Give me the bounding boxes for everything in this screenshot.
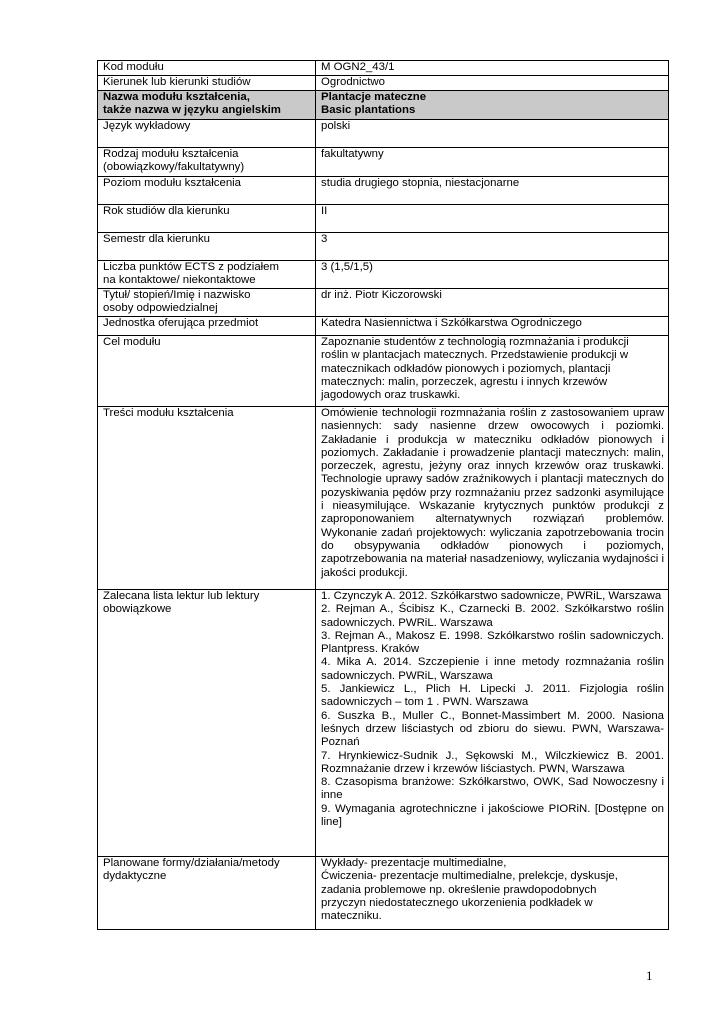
- page-number: 1: [646, 968, 653, 983]
- label-kod: Kod modułu: [98, 61, 316, 76]
- value-rodzaj: fakultatywny: [316, 148, 669, 177]
- reading-item: 3. Rejman A., Makosz E. 1998. Szkółkarstwo roślin sadowniczych. Plantpress. Kraków: [321, 629, 664, 656]
- reading-item: 7. Hrynkiewicz-Sudnik J., Sękowski M., Wilczkiewicz B. 2001. Rozmnażanie drzew i krzewów liściastych. PWN, Warszawa: [321, 749, 664, 775]
- label-nazwa-line-2: także nazwa w języku angielskim: [103, 104, 281, 117]
- row-jezyk: [98, 120, 669, 148]
- label-formy-line-1: Planowane formy/działania/metody: [103, 857, 280, 869]
- row-cel: [98, 336, 669, 407]
- label-nazwa: [98, 91, 316, 120]
- label-formy: [98, 857, 316, 930]
- row-semestr: [98, 233, 669, 261]
- label-rodzaj-line-2: (obowiązkowy/fakultatywny): [103, 161, 245, 174]
- cel-line-2: roślin w plantacjach matecznych. Przedstawienie produkcji w: [321, 349, 629, 362]
- row-tresci: [98, 407, 669, 590]
- label-rodzaj: [98, 148, 316, 177]
- row-ects: [98, 261, 669, 289]
- module-spec-table: [97, 60, 669, 930]
- label-rodzaj-line-1: Rodzaj modułu kształcenia: [103, 148, 239, 160]
- value-rok: II: [316, 205, 669, 233]
- label-ects: [98, 261, 316, 289]
- value-tytul: dr inż. Piotr Kiczorowski: [316, 289, 669, 317]
- module-name-pl: Plantacje mateczne: [321, 91, 427, 103]
- label-tytul-line-1: Tytuł/ stopień/Imię i nazwisko: [103, 289, 251, 301]
- value-formy: [316, 857, 669, 930]
- row-kierunek: [98, 76, 669, 91]
- label-rok: Rok studiów dla kierunku: [98, 205, 316, 233]
- row-rodzaj: [98, 148, 669, 177]
- value-cel: [316, 336, 669, 407]
- label-lektury-line-2: obowiązkowe: [103, 603, 172, 616]
- value-ects: 3 (1,5/1,5): [316, 261, 669, 289]
- label-jednostka: Jednostka oferująca przedmiot: [98, 317, 316, 336]
- reading-item: 8. Czasopisma branżowe: Szkółkarstwo, OWK, Sad Nowoczesny i inne: [321, 776, 664, 802]
- cel-line-3: matecznikach odkładów pionowych i poziomych, plantacji: [321, 362, 611, 375]
- row-formy: [98, 857, 669, 930]
- formy-line-5: mateczniku.: [321, 910, 382, 923]
- row-poziom: [98, 177, 669, 205]
- row-kod: [98, 61, 669, 76]
- label-kierunek: Kierunek lub kierunki studiów: [98, 76, 316, 91]
- formy-line-3: zadania problemowe np. określenie prawdopodobnych: [321, 883, 597, 896]
- reading-item: 9. Wymagania agrotechniczne i jakościowe PIORiN. [Dostępne on line]: [321, 802, 664, 829]
- label-formy-line-2: dydaktyczne: [103, 870, 167, 883]
- label-jezyk: Język wykładowy: [98, 120, 316, 148]
- reading-item: 4. Mika A. 2014. Szczepienie i inne metody rozmnażania roślin sadowniczych. PWRiL, Warszawa: [321, 656, 664, 682]
- row-tytul: [98, 289, 669, 317]
- reading-item: 5. Jankiewicz L., Plich H. Lipecki J. 2011. Fizjologia roślin sadowniczych – tom 1 . PWN. Warszawa: [321, 683, 664, 709]
- reading-item: 6. Suszka B., Muller C., Bonnet-Massimbert M. 2000. Nasiona leśnych drzew liściastych od zbioru do siewu. PWN, Warszawa-Poznań: [321, 709, 664, 749]
- cel-line-5: jagodowych oraz truskawki.: [321, 389, 461, 402]
- formy-line-4: przyczyn niedostatecznego ukorzenienia podkładek w: [321, 896, 593, 909]
- value-semestr: 3: [316, 233, 669, 261]
- label-tytul-line-2: osoby odpowiedzialnej: [103, 302, 218, 315]
- row-rok: [98, 205, 669, 233]
- reading-item: 1. Czynczyk A. 2012. Szkółkarstwo sadownicze, PWRiL, Warszawa: [321, 590, 662, 602]
- cel-line-1: Zapoznanie studentów z technologią rozmnażania i produkcji: [321, 336, 629, 348]
- label-ects-line-2: na kontaktowe/ niekontaktowe: [103, 274, 256, 287]
- formy-line-2: Ćwiczenia- prezentacje multimedialne, prelekcje, dyskusje,: [321, 870, 618, 883]
- label-lektury-line-1: Zalecana lista lektur lub lektury: [103, 590, 260, 602]
- value-tresci: Omówienie technologii rozmnażania roślin z zastosowaniem upraw nasiennych: sady nasienne drzew owocowych i poziomki. Zakładanie i produkcja w mateczniku odkładów pionowych i poziomych. Zakładanie i prowadzenie plantacji matecznych: malin, porzeczek, agrestu, jeżyny oraz innych krzewów oraz truskawki. Technologie uprawy sadów zraźnikowych i plantacji matecznych do pozyskiwania pędów przy rozmnażaniu przez sadzonki asymilujące i nieasymilujące. Wskazanie krytycznych punktów produkcji z zaproponowaniem alternatywnych rozwiązań problemów. Wykonanie zadań projektowych: wyliczania zapotrzebowania trocin do obsypywania odkładów pionowych i poziomych, zapotrzebowania na materiał nasadzeniowy, wyliczania wydajności i jakości produkcji.: [316, 407, 669, 590]
- cel-line-4: matecznych: malin, porzeczek, agrestu i innych krzewów: [321, 375, 608, 388]
- row-jednostka: [98, 317, 669, 336]
- label-nazwa-line-1: Nazwa modułu kształcenia,: [103, 91, 250, 103]
- value-poziom: studia drugiego stopnia, niestacjonarne: [316, 177, 669, 205]
- value-jednostka: Katedra Nasiennictwa i Szkółkarstwa Ogrodniczego: [316, 317, 669, 336]
- label-cel: Cel modułu: [98, 336, 316, 407]
- value-kod: M OGN2_43/1: [316, 61, 669, 76]
- formy-line-1: Wykłady- prezentacje multimedialne,: [321, 857, 507, 869]
- label-lektury: [98, 590, 316, 857]
- value-nazwa: [316, 91, 669, 120]
- row-lektury: [98, 590, 669, 857]
- label-tytul: [98, 289, 316, 317]
- label-ects-line-1: Liczba punktów ECTS z podziałem: [103, 261, 280, 273]
- label-tresci: Treści modułu kształcenia: [98, 407, 316, 590]
- value-lektury: [316, 590, 669, 857]
- row-nazwa: [98, 91, 669, 120]
- reading-item: 2. Rejman A., Ścibisz K., Czarnecki B. 2002. Szkółkarstwo roślin sadowniczych. PWRiL. Warszawa: [321, 603, 664, 629]
- value-jezyk: polski: [316, 120, 669, 148]
- label-semestr: Semestr dla kierunku: [98, 233, 316, 261]
- label-poziom: Poziom modułu kształcenia: [98, 177, 316, 205]
- value-kierunek: Ogrodnictwo: [316, 76, 669, 91]
- module-name-en: Basic plantations: [321, 104, 416, 117]
